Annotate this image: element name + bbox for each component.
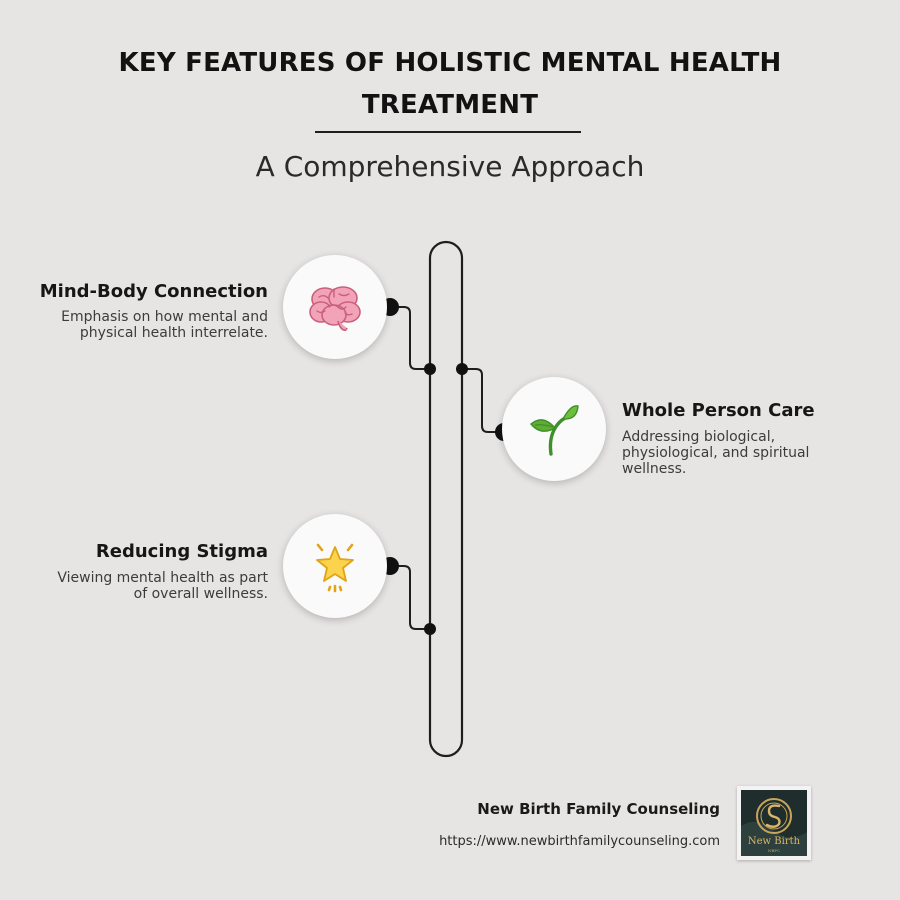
connector-line-1: [390, 307, 430, 369]
track-dot-3: [424, 623, 436, 635]
footer-website-url[interactable]: https://www.newbirthfamilycounseling.com: [439, 834, 720, 849]
logo-emblem-icon: [737, 786, 811, 860]
page-subtitle: A Comprehensive Approach: [255, 150, 645, 183]
svg-text:NBFC: NBFC: [767, 848, 781, 853]
organization-logo: [737, 786, 811, 860]
footer-organization-name: New Birth Family Counseling: [477, 800, 720, 818]
page-title: KEY FEATURES OF HOLISTIC MENTAL HEALTH TREATMENT: [118, 48, 782, 120]
track-dot-1: [424, 363, 436, 375]
feature-title-mind-body: Mind-Body Connection: [39, 281, 268, 302]
track-dot-2: [456, 363, 468, 375]
feature-description-mind-body: Emphasis on how mental and physical health interrelate.: [61, 309, 268, 341]
timeline-track: [430, 242, 462, 756]
star-icon: [308, 539, 362, 593]
sprout-icon: [529, 402, 579, 456]
brain-icon: [307, 283, 363, 331]
feature-title-reducing-stigma: Reducing Stigma: [95, 541, 268, 562]
feature-icon-circle-mind-body: [283, 255, 387, 359]
feature-description-whole-person: Addressing biological, physiological, and spiritual wellness.: [622, 429, 810, 477]
connector-line-3: [390, 566, 430, 629]
svg-text:New Birth: New Birth: [747, 836, 801, 847]
feature-icon-circle-reducing-stigma: [283, 514, 387, 618]
feature-title-whole-person: Whole Person Care: [622, 400, 815, 421]
feature-description-reducing-stigma: Viewing mental health as part of overall wellness.: [57, 570, 268, 602]
connector-line-2: [462, 369, 504, 432]
feature-icon-circle-whole-person: [502, 377, 606, 481]
